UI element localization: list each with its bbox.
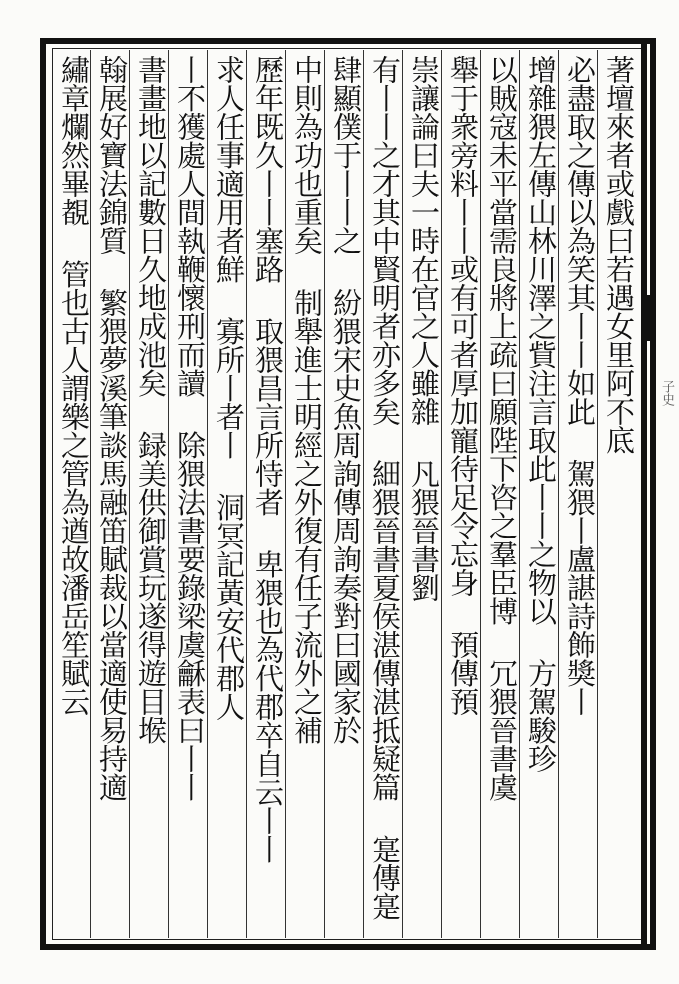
text-column-1: 著壇來者或戲曰若遇女里阿不底 [602, 55, 636, 454]
text-column-11: 求人任事適用者鮮 寡所丨者丨 洞冥記黃安代郡人 [212, 55, 246, 721]
text-column-8: 肆顯僕于丨丨之 紛猥宋史魚周詢傳周詢奏對曰國家於 [329, 55, 363, 744]
text-column-2: 必盡取之傳以為笑其丨丨如此 駕猥丨盧諶詩飾獎丨 [563, 55, 597, 716]
text-column-5: 舉于衆旁料丨丨或有可者厚加寵待足令忘身 預傳預 [446, 55, 480, 716]
text-column-13: 書畫地以記數日久地成池矣 録美供御賞玩遂得遊目堠 [134, 55, 168, 744]
text-column-14: 翰展好寶法錦質 繁猥夢溪筆談馬融笛賦裁以當適使易持適 [95, 55, 129, 801]
page-edge-text: 子史 [659, 380, 674, 406]
text-column-6: 崇讓論曰夫一時在官之人雖雜 凡猥晉書劉 [407, 55, 441, 602]
page-spine-rule [641, 40, 647, 944]
text-column-3: 增雜猥左傳山林川澤之貲注言取此丨丨之物以 方駕駿珍 [524, 55, 558, 773]
text-column-10: 歷年既久丨丨塞路 取猥昌言所恃者 卑猥也為代郡卒自云丨丨 [251, 55, 285, 863]
text-column-4: 以賊寇未平當需良將上疏曰願陛下咨之羣臣博 冗猥晉書虞 [485, 55, 519, 801]
text-column-7: 有丨丨之才其中賢明者亦多矣 細猥晉書夏侯湛傳湛抵疑篇 寔傳寔 [368, 55, 402, 920]
text-column-9: 中則為功也重矣 制舉進士明經之外復有任子流外之補 [290, 55, 324, 744]
text-column-15: 繡章爛然畢覩 管也古人謂樂之管為遒故潘岳笙賦云 [57, 55, 91, 716]
spine-fishtail-mark [646, 295, 656, 341]
text-column-12: 丨不獲處人間執鞭懷刑而讀 除猥法書要錄梁虞龢表曰丨丨 [173, 55, 207, 801]
